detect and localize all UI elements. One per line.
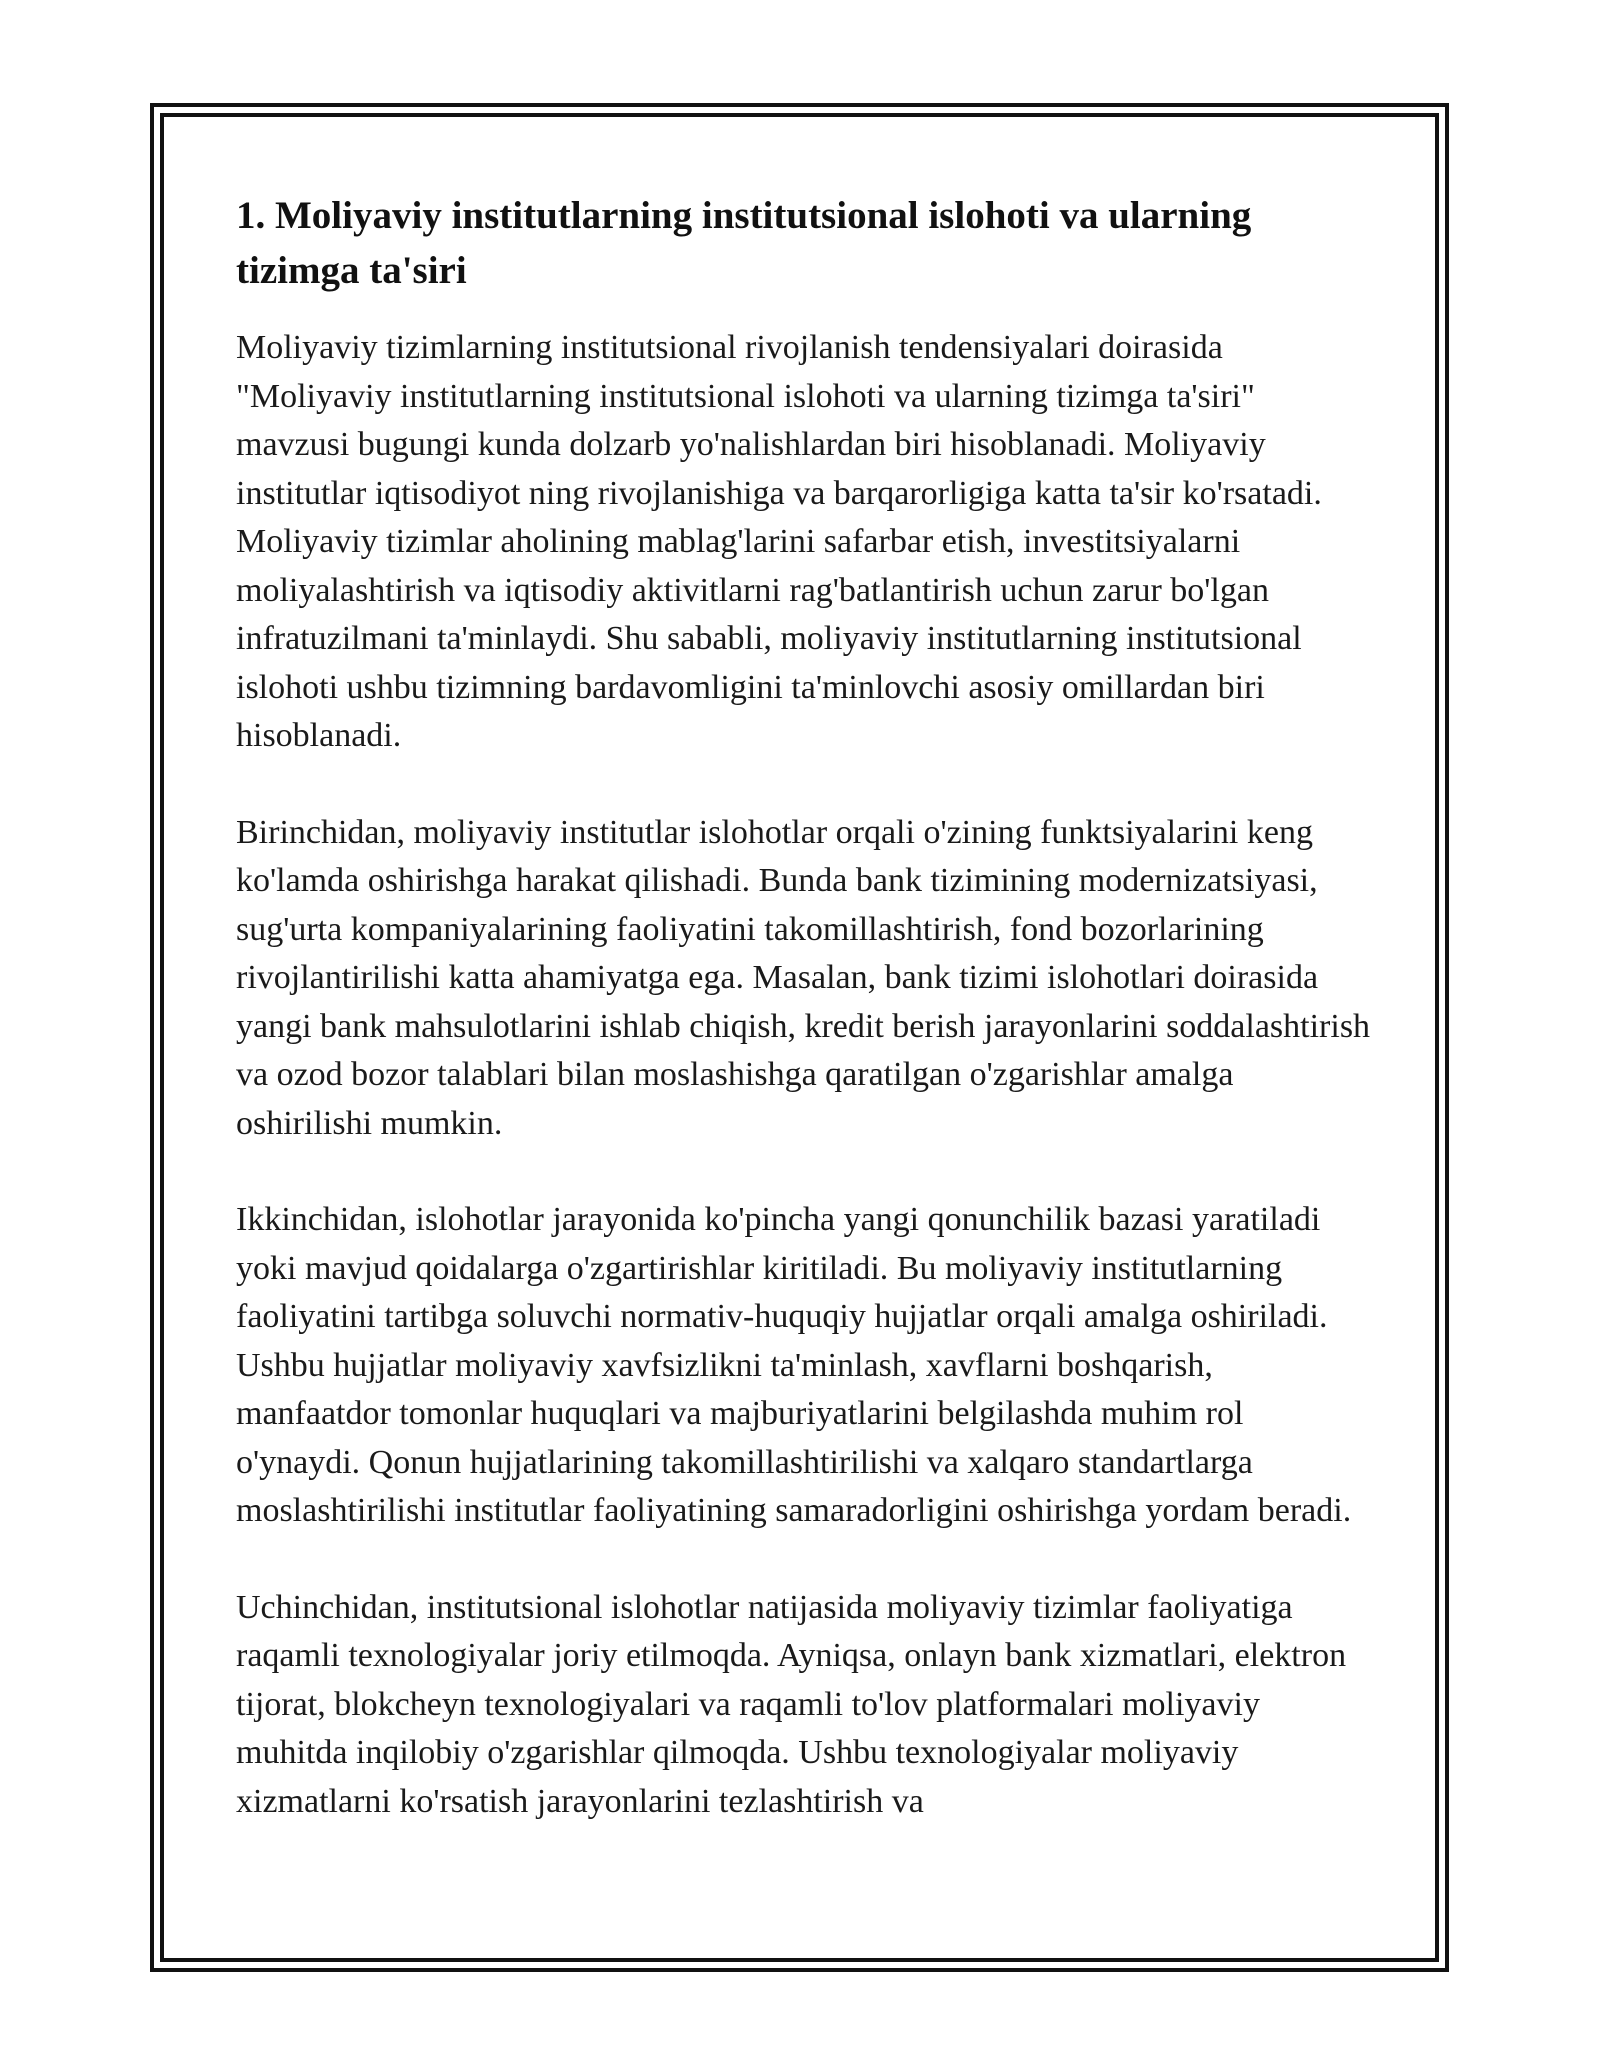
paragraph-first: Birinchidan, moliyaviy institutlar islohotlar orqali o'zining funktsiyalarini keng ko'lamda oshirishga harakat qilishadi. Bunda bank tizimining modernizatsiyasi, sug'urta kompaniyalarining faoliyatini takomillashtirish, fond bozorlarining rivojlantirilishi katta ahamiyatga ega. Masalan, bank tizimi islohotlari doirasida yangi bank mahsulotlarini ishlab chiqish, kredit berish jarayonlarini soddalashtirish va ozod bozor talablari bilan moslashishga qaratilgan o'zgarishlar amalga oshirilishi mumkin. — [236, 813, 1371, 1142]
paragraph-second: Ikkinchidan, islohotlar jarayonida ko'pincha yangi qonunchilik bazasi yaratiladi yoki mavjud qoidalarga o'zgartirishlar kiritiladi. Bu moliyaviy institutlarning faoliyatini tartibga soluvchi normativ-huquqiy hujjatlar orqali amalga oshiriladi. Ushbu hujjatlar moliyaviy xavfsizlikni ta'minlash, xavflarni boshqarish, manfaatdor tomonlar huquqlari va majburiyatlarini belgilashda muhim rol o'ynaydi. Qonun hujjatlarining takomillashtirilishi va xalqaro standartlarga moslashtirilishi institutlar faoliyatining samaradorligini oshirishga yordam beradi. — [236, 1201, 1352, 1529]
section-heading: 1. Moliyaviy institutlarning institutsional islohoti va ularning tizimga ta'siri — [236, 194, 1252, 292]
document-body — [236, 188, 1376, 1874]
paragraph-third: Uchinchidan, institutsional islohotlar natijasida moliyaviy tizimlar faoliyatiga raqamli texnologiyalar joriy etilmoqda. Ayniqsa, onlayn bank xizmatlari, elektron tijorat, blokcheyn texnologiyalari va raqamli to'lov platformalari moliyaviy muhitda inqilobiy o'zgarishlar qilmoqda. Ushbu texnologiyalar moliyaviy xizmatlarni ko'rsatish jarayonlarini tezlashtirish va — [236, 1588, 1347, 1820]
paragraph-intro: Moliyaviy tizimlarning institutsional rivojlanish tendensiyalari doirasida "Moliyaviy institutlarning institutsional islohoti va ularning tizimga ta'siri" mavzusi bugungi kunda dolzarb yo'nalishlardan biri hisoblanadi. Moliyaviy institutlar iqtisodiyot ning rivojlanishiga va barqarorligiga katta ta'sir ko'rsatadi. Moliyaviy tizimlar aholining mablag'larini safarbar etish, investitsiyalarni moliyalashtirish va iqtisodiy aktivitlarni rag'batlantirish uchun zarur bo'lgan infratuzilmani ta'minlaydi. Shu sababli, moliyaviy institutlarning institutsional islohoti ushbu tizimning bardavomligini ta'minlovchi asosiy omillardan biri hisoblanadi. — [236, 329, 1322, 754]
